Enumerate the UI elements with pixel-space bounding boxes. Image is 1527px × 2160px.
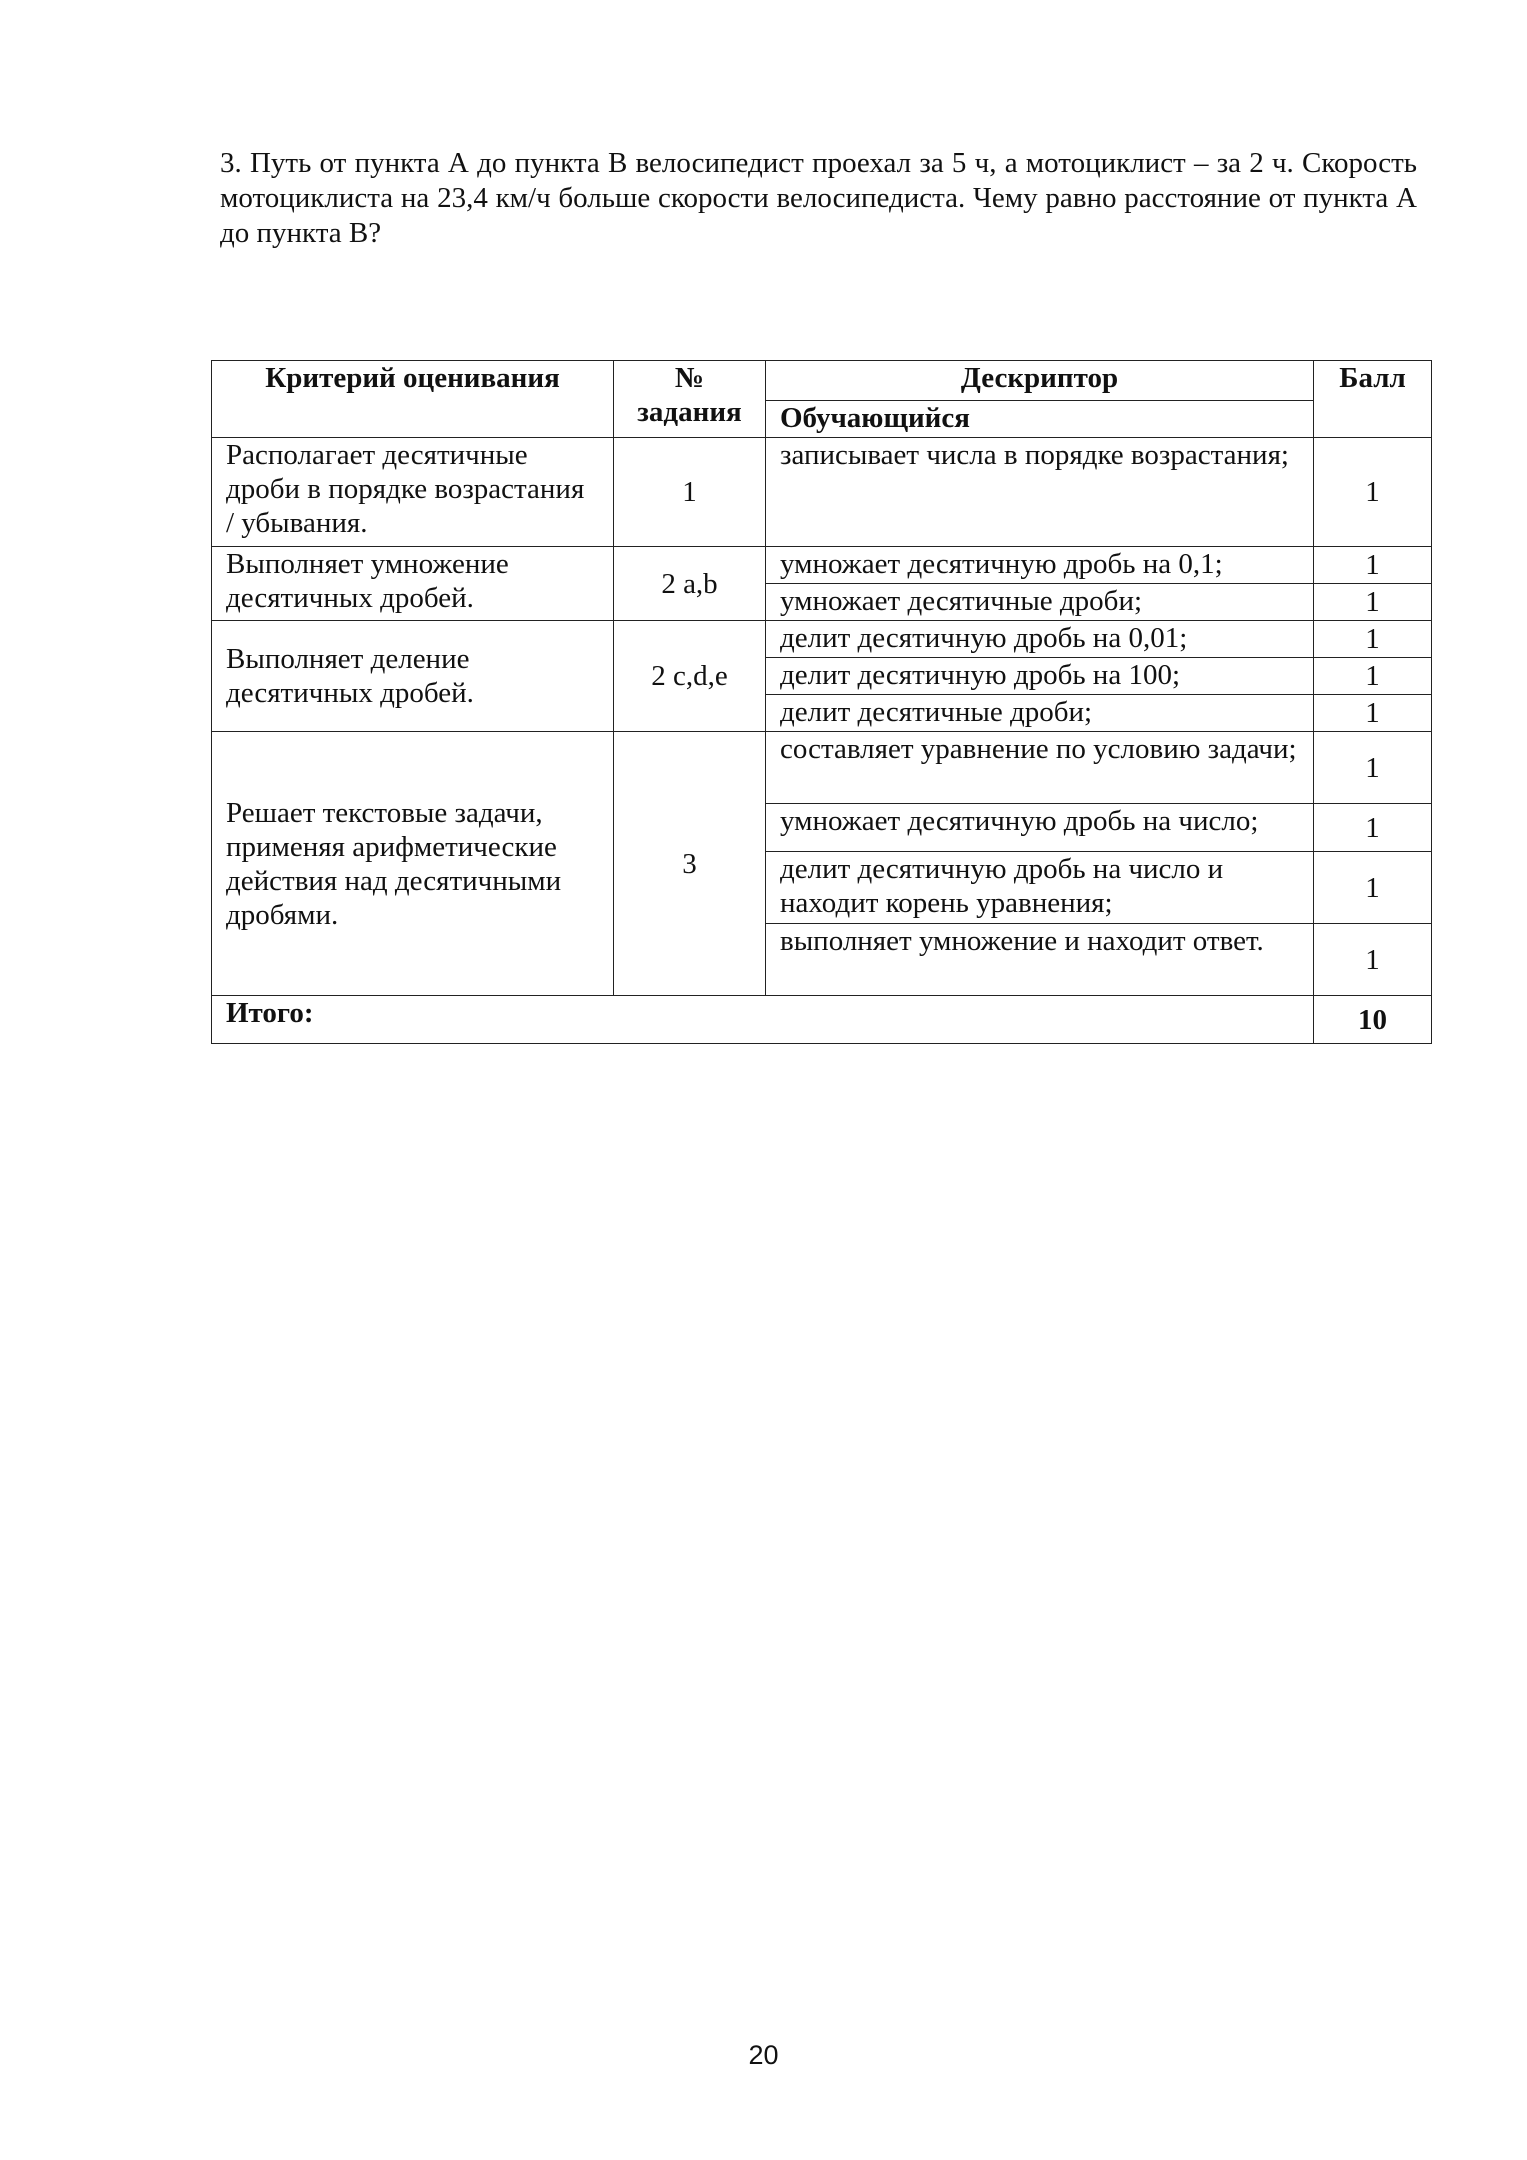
score-cell: 1 (1314, 584, 1432, 621)
score-cell: 1 (1314, 695, 1432, 732)
criterion-cell: Выполняет деление десятичных дробей. (212, 621, 614, 732)
table-row (212, 732, 1432, 804)
total-label: Итого: (212, 996, 1314, 1044)
criterion-cell: Решает текстовые задачи, применяя арифметические действия над десятичными дробями. (212, 732, 614, 996)
table-row (212, 621, 1432, 658)
descriptor-cell: делит десятичную дробь на 0,01; (766, 621, 1314, 658)
page-number: 20 (748, 2040, 779, 2070)
descriptor-cell: умножает десятичную дробь на число; (766, 804, 1314, 852)
descriptor-cell: делит десятичную дробь на 100; (766, 658, 1314, 695)
descriptor-cell: выполняет умножение и находит ответ. (766, 924, 1314, 996)
header-criterion: Критерий оценивания (212, 361, 614, 438)
table-row (212, 438, 1432, 547)
criterion-cell: Располагает десятичные дроби в порядке возрастания / убывания. (212, 438, 614, 547)
descriptor-cell: делит десятичную дробь на число и находит корень уравнения; (766, 852, 1314, 924)
assessment-table (211, 360, 1432, 1044)
descriptor-cell: записывает числа в порядке возрастания; (766, 438, 1314, 547)
header-learner: Обучающийся (766, 401, 1314, 438)
table-row (212, 547, 1432, 584)
task-number-cell: 3 (614, 732, 766, 996)
descriptor-cell: умножает десятичную дробь на 0,1; (766, 547, 1314, 584)
descriptor-cell: составляет уравнение по условию задачи; (766, 732, 1314, 804)
descriptor-cell: умножает десятичные дроби; (766, 584, 1314, 621)
task-text: 3. Путь от пункта А до пункта В велосипедист проехал за 5 ч, а мотоциклист – за 2 ч. Скорость мотоциклиста на 23,4 км/ч больше скорости велосипедиста. Чему равно расстояние от пункта А до пункта В? (220, 147, 1417, 249)
score-cell: 1 (1314, 852, 1432, 924)
score-cell: 1 (1314, 804, 1432, 852)
descriptor-cell: делит десятичные дроби; (766, 695, 1314, 732)
header-task-number: № задания (614, 361, 766, 438)
header-descriptor: Дескриптор (766, 361, 1314, 401)
score-cell: 1 (1314, 547, 1432, 584)
task-number-cell: 2 c,d,e (614, 621, 766, 732)
table-header-row (212, 361, 1432, 401)
score-cell: 1 (1314, 621, 1432, 658)
score-cell: 1 (1314, 732, 1432, 804)
score-cell: 1 (1314, 658, 1432, 695)
score-cell: 1 (1314, 924, 1432, 996)
task-number-cell: 2 a,b (614, 547, 766, 621)
total-row (212, 996, 1432, 1044)
header-score: Балл (1314, 361, 1432, 438)
criterion-cell: Выполняет умножение десятичных дробей. (212, 547, 614, 621)
total-value: 10 (1314, 996, 1432, 1044)
score-cell: 1 (1314, 438, 1432, 547)
task-number-cell: 1 (614, 438, 766, 547)
